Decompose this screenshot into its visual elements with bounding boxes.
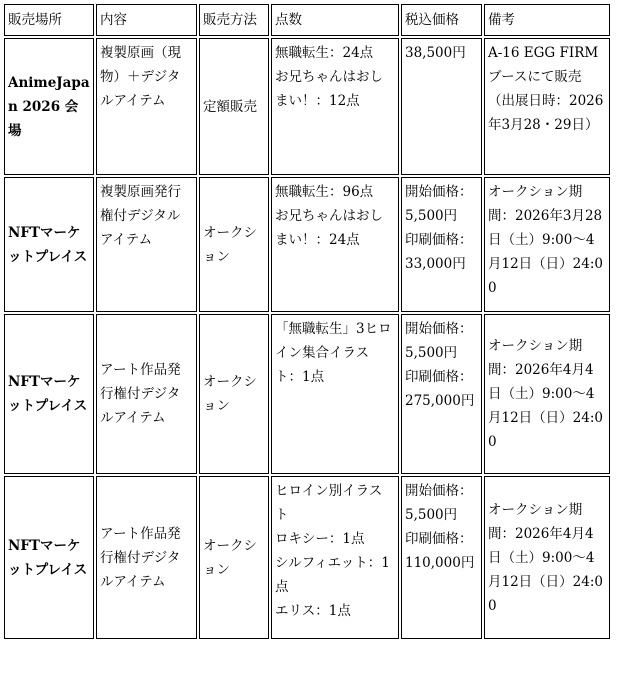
- cell-sales-method: オークション: [199, 314, 269, 474]
- count-line: エリス：1点: [275, 603, 351, 619]
- header-notes: 備考: [484, 4, 610, 36]
- price-line: 開始価格：5,500円: [405, 483, 473, 523]
- cell-price: [401, 38, 482, 175]
- cell-price: [401, 476, 482, 639]
- cell-count: [271, 476, 399, 639]
- cell-sales-place: NFTマーケットプレイス: [4, 314, 94, 474]
- price-line: 印刷価格：33,000円: [405, 232, 473, 272]
- cell-sales-method: オークション: [199, 476, 269, 639]
- cell-count: [271, 38, 399, 175]
- count-line: ロキシー：1点: [275, 531, 365, 547]
- count-line: ヒロイン別イラスト: [275, 483, 383, 523]
- sales-table: [2, 2, 612, 641]
- count-line: 無職転生：24点: [275, 45, 374, 61]
- cell-sales-method: 定額販売: [199, 38, 269, 175]
- header-sales-method: 販売方法: [199, 4, 269, 36]
- cell-sales-place: AnimeJapan 2026 会場: [4, 38, 94, 175]
- table-row: [4, 314, 610, 474]
- cell-count: [271, 314, 399, 474]
- table-row: [4, 38, 610, 175]
- cell-sales-place: NFTマーケットプレイス: [4, 177, 94, 312]
- count-line: お兄ちゃんはおしまい！：24点: [275, 208, 383, 248]
- cell-notes: [484, 177, 610, 312]
- cell-content: 複製原画発行権付デジタルアイテム: [96, 177, 197, 312]
- cell-notes: [484, 314, 610, 474]
- cell-price: [401, 314, 482, 474]
- price-line: 印刷価格：110,000円: [405, 531, 475, 571]
- header-sales-place: 販売場所: [4, 4, 94, 36]
- cell-notes: [484, 476, 610, 639]
- header-count: 点数: [271, 4, 399, 36]
- price-line: 開始価格：5,500円: [405, 321, 473, 361]
- cell-sales-place: NFTマーケットプレイス: [4, 476, 94, 639]
- table-row: [4, 177, 610, 312]
- cell-content: アート作品発行権付デジタルアイテム: [96, 476, 197, 639]
- price-line: 印刷価格：275,000円: [405, 369, 475, 409]
- note-line: オークション期間：2026年4月4日（土）9:00～4月12日（日）24:00: [488, 501, 603, 614]
- count-line: シルフィエット：1点: [275, 555, 390, 595]
- cell-notes: [484, 38, 610, 175]
- count-line: 無職転生：96点: [275, 184, 374, 200]
- note-line: （出展日時：2026年3月28・29日）: [488, 93, 604, 133]
- header-content: 内容: [96, 4, 197, 36]
- cell-count: [271, 177, 399, 312]
- cell-price: [401, 177, 482, 312]
- count-line: お兄ちゃんはおしまい！：12点: [275, 69, 383, 109]
- cell-content: 複製原画（現物）＋デジタルアイテム: [96, 38, 197, 175]
- price-line: 38,500円: [405, 45, 466, 61]
- table-row: [4, 476, 610, 639]
- cell-content: アート作品発行権付デジタルアイテム: [96, 314, 197, 474]
- price-line: 開始価格：5,500円: [405, 184, 473, 224]
- sales-table-container: [2, 2, 612, 641]
- note-line: オークション期間：2026年4月4日（土）9:00～4月12日（日）24:00: [488, 338, 603, 450]
- header-price: 税込価格: [401, 4, 482, 36]
- note-line: A-16 EGG FIRMブースにて販売: [488, 45, 599, 85]
- count-line: 「無職転生」3ヒロイン集合イラスト：1点: [275, 321, 392, 385]
- cell-sales-method: オークション: [199, 177, 269, 312]
- note-line: オークション期間：2026年3月28日（土）9:00～4月12日（日）24:00: [488, 184, 603, 296]
- table-header-row: [4, 4, 610, 36]
